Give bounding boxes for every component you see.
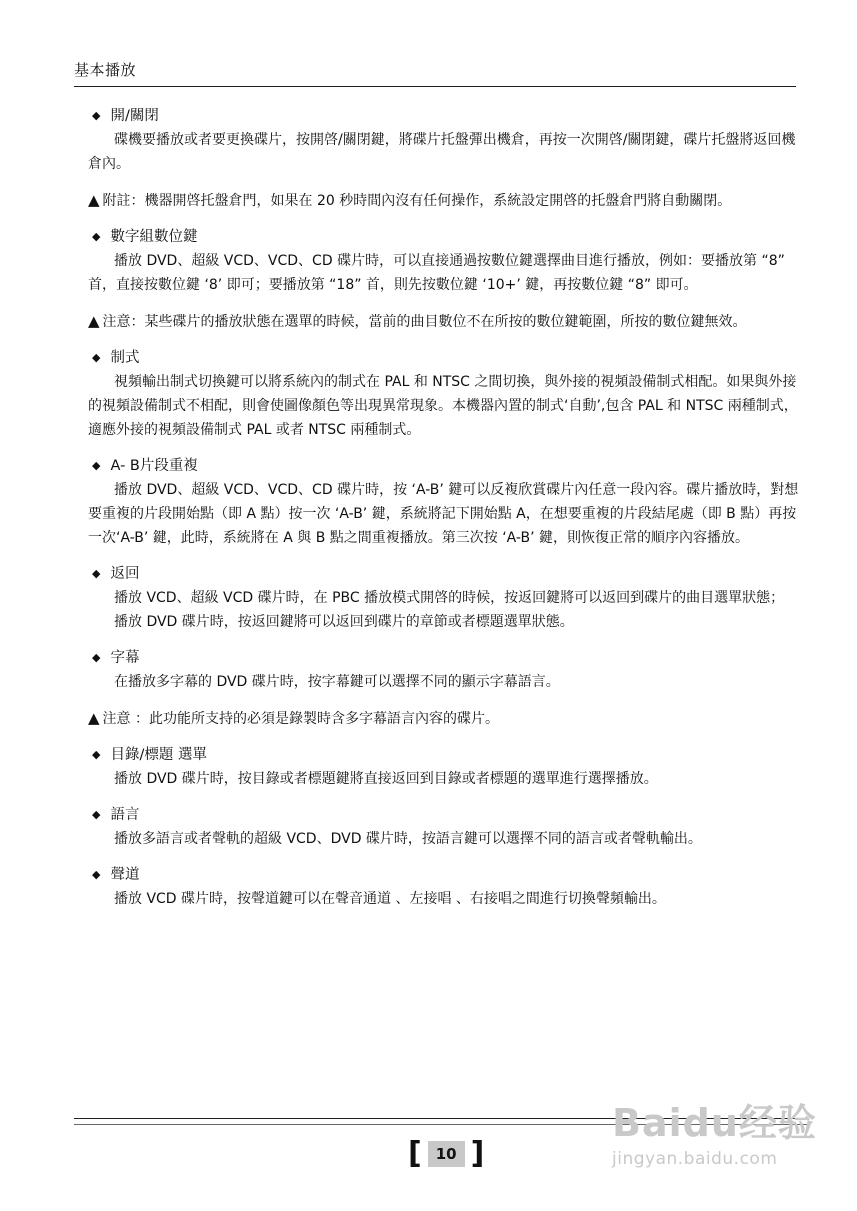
section-heading: 開/關閉 <box>110 108 159 124</box>
bullet-icon: ◆ <box>92 868 101 881</box>
section-body: 播放多語言或者聲軌的超級 VCD、DVD 碟片時，按語言鍵可以選擇不同的語言或者聲軌輸出。 <box>114 831 702 847</box>
bullet-icon: ◆ <box>92 230 101 243</box>
section-body: 視頻輸出制式切換鍵可以將系統內的制式在 PAL 和 NTSC 之間切換，與外接的視頻設備制式相配。如果與外接的視頻設備制式不相配，則會使圖像顏色等出現異常現象。本機器內置的制式‘自動’,包含 PAL 和 NTSC 兩種制式，適應外接的視頻設備制式 PAL 或者 NTSC 兩種制式。 <box>88 374 798 438</box>
section-body: 播放 VCD 碟片時，按聲道鍵可以在聲音通道 、左接唱 、右接唱之間進行切換聲頻輸出。 <box>114 891 666 907</box>
section-body-secondary: 播放 DVD 碟片時，按返回鍵將可以返回到碟片的章節或者標題選單狀態。 <box>114 614 574 630</box>
section-heading: A- B片段重複 <box>110 458 198 474</box>
warning-icon: ▲ <box>88 191 100 209</box>
watermark-logo: Baidu经验 <box>612 1101 817 1145</box>
bullet-icon: ◆ <box>92 748 101 761</box>
bullet-icon: ◆ <box>92 351 101 364</box>
section-body: 播放 DVD 碟片時，按目錄或者標題鍵將直接返回到目錄或者標題的選單進行選擇播放。 <box>114 771 658 787</box>
section-open-close <box>88 104 800 176</box>
bullet-icon: ◆ <box>92 567 101 580</box>
note-numeric <box>88 309 800 334</box>
bracket-right: ] <box>470 1136 485 1171</box>
section-menu <box>88 743 800 791</box>
bracket-left: [ <box>408 1136 422 1171</box>
section-body: 碟機要播放或者要更換碟片，按開啓/關閉鍵，將碟片托盤彈出機倉，再按一次開啓/關閉鍵，碟片托盤將返回機倉內。 <box>88 132 796 172</box>
section-body: 播放 VCD、超級 VCD 碟片時，在 PBC 播放模式開啓的時候，按返回鍵將可以返回到碟片的曲目選單狀態； <box>114 590 785 606</box>
section-system <box>88 346 800 442</box>
watermark-url: jingyan.baidu.com <box>612 1149 778 1169</box>
note-text: 注意：某些碟片的播放狀態在選單的時候，當前的曲目數位不在所按的數位鍵範圍，所按的數位鍵無效。 <box>102 314 747 330</box>
note-subtitle <box>88 706 800 731</box>
section-heading: 語言 <box>110 807 140 823</box>
warning-icon: ▲ <box>88 312 100 330</box>
bullet-icon: ◆ <box>92 459 101 472</box>
page-number <box>408 1137 484 1171</box>
warning-icon: ▲ <box>88 709 100 727</box>
header-divider <box>74 86 796 87</box>
section-heading: 聲道 <box>110 867 140 883</box>
section-body: 播放 DVD、超級 VCD、VCD、CD 碟片時，按 ‘A-B’ 鍵可以反複欣賞碟片內任意一段內容。碟片播放時，對想要重複的片段開始點（即 A 點）按一次 ‘A-B’ 鍵，系統將記下開始點 A，在想要重複的片段結尾處（即 B 點）再按一次‘A-B’ 鍵，此時，系統將在 A 與 B 點之間重複播放。第三次按 ‘A-B’ 鍵，則恢復正常的順序內容播放。 <box>88 482 799 546</box>
section-language <box>88 803 800 851</box>
section-channel <box>88 863 800 911</box>
section-body: 播放 DVD、超級 VCD、VCD、CD 碟片時，可以直接通過按數位鍵選擇曲目進行播放，例如：要播放第 “8” 首，直接按數位鍵 ‘8’ 即可；要播放第 “18” 首，則先按數位鍵 ‘10+’ 鍵，再按數位鍵 “8” 即可。 <box>88 253 785 293</box>
section-return <box>88 562 800 634</box>
section-heading: 字幕 <box>110 650 140 666</box>
section-ab-repeat <box>88 454 800 550</box>
bullet-icon: ◆ <box>92 651 101 664</box>
page-header-title: 基本播放 <box>74 61 137 79</box>
note-open-close <box>88 188 800 213</box>
bullet-icon: ◆ <box>92 808 101 821</box>
watermark <box>612 1092 817 1169</box>
bullet-icon: ◆ <box>92 109 101 122</box>
section-numeric <box>88 225 800 297</box>
note-text: 附註：機器開啓托盤倉門，如果在 20 秒時間內沒有任何操作，系統設定開啓的托盤倉門將自動關閉。 <box>102 193 732 209</box>
section-body: 在播放多字幕的 DVD 碟片時，按字幕鍵可以選擇不同的顯示字幕語言。 <box>114 674 560 690</box>
manual-content <box>88 104 800 923</box>
section-heading: 數字組數位鍵 <box>110 229 198 245</box>
section-subtitle <box>88 646 800 694</box>
page-number-value: 10 <box>428 1141 465 1167</box>
section-heading: 制式 <box>110 350 140 366</box>
note-text: 注意 ：此功能所支持的必須是錄製時含多字幕語言內容的碟片。 <box>102 711 499 727</box>
section-heading: 目錄/標題 選單 <box>110 747 207 763</box>
section-heading: 返回 <box>110 566 140 582</box>
